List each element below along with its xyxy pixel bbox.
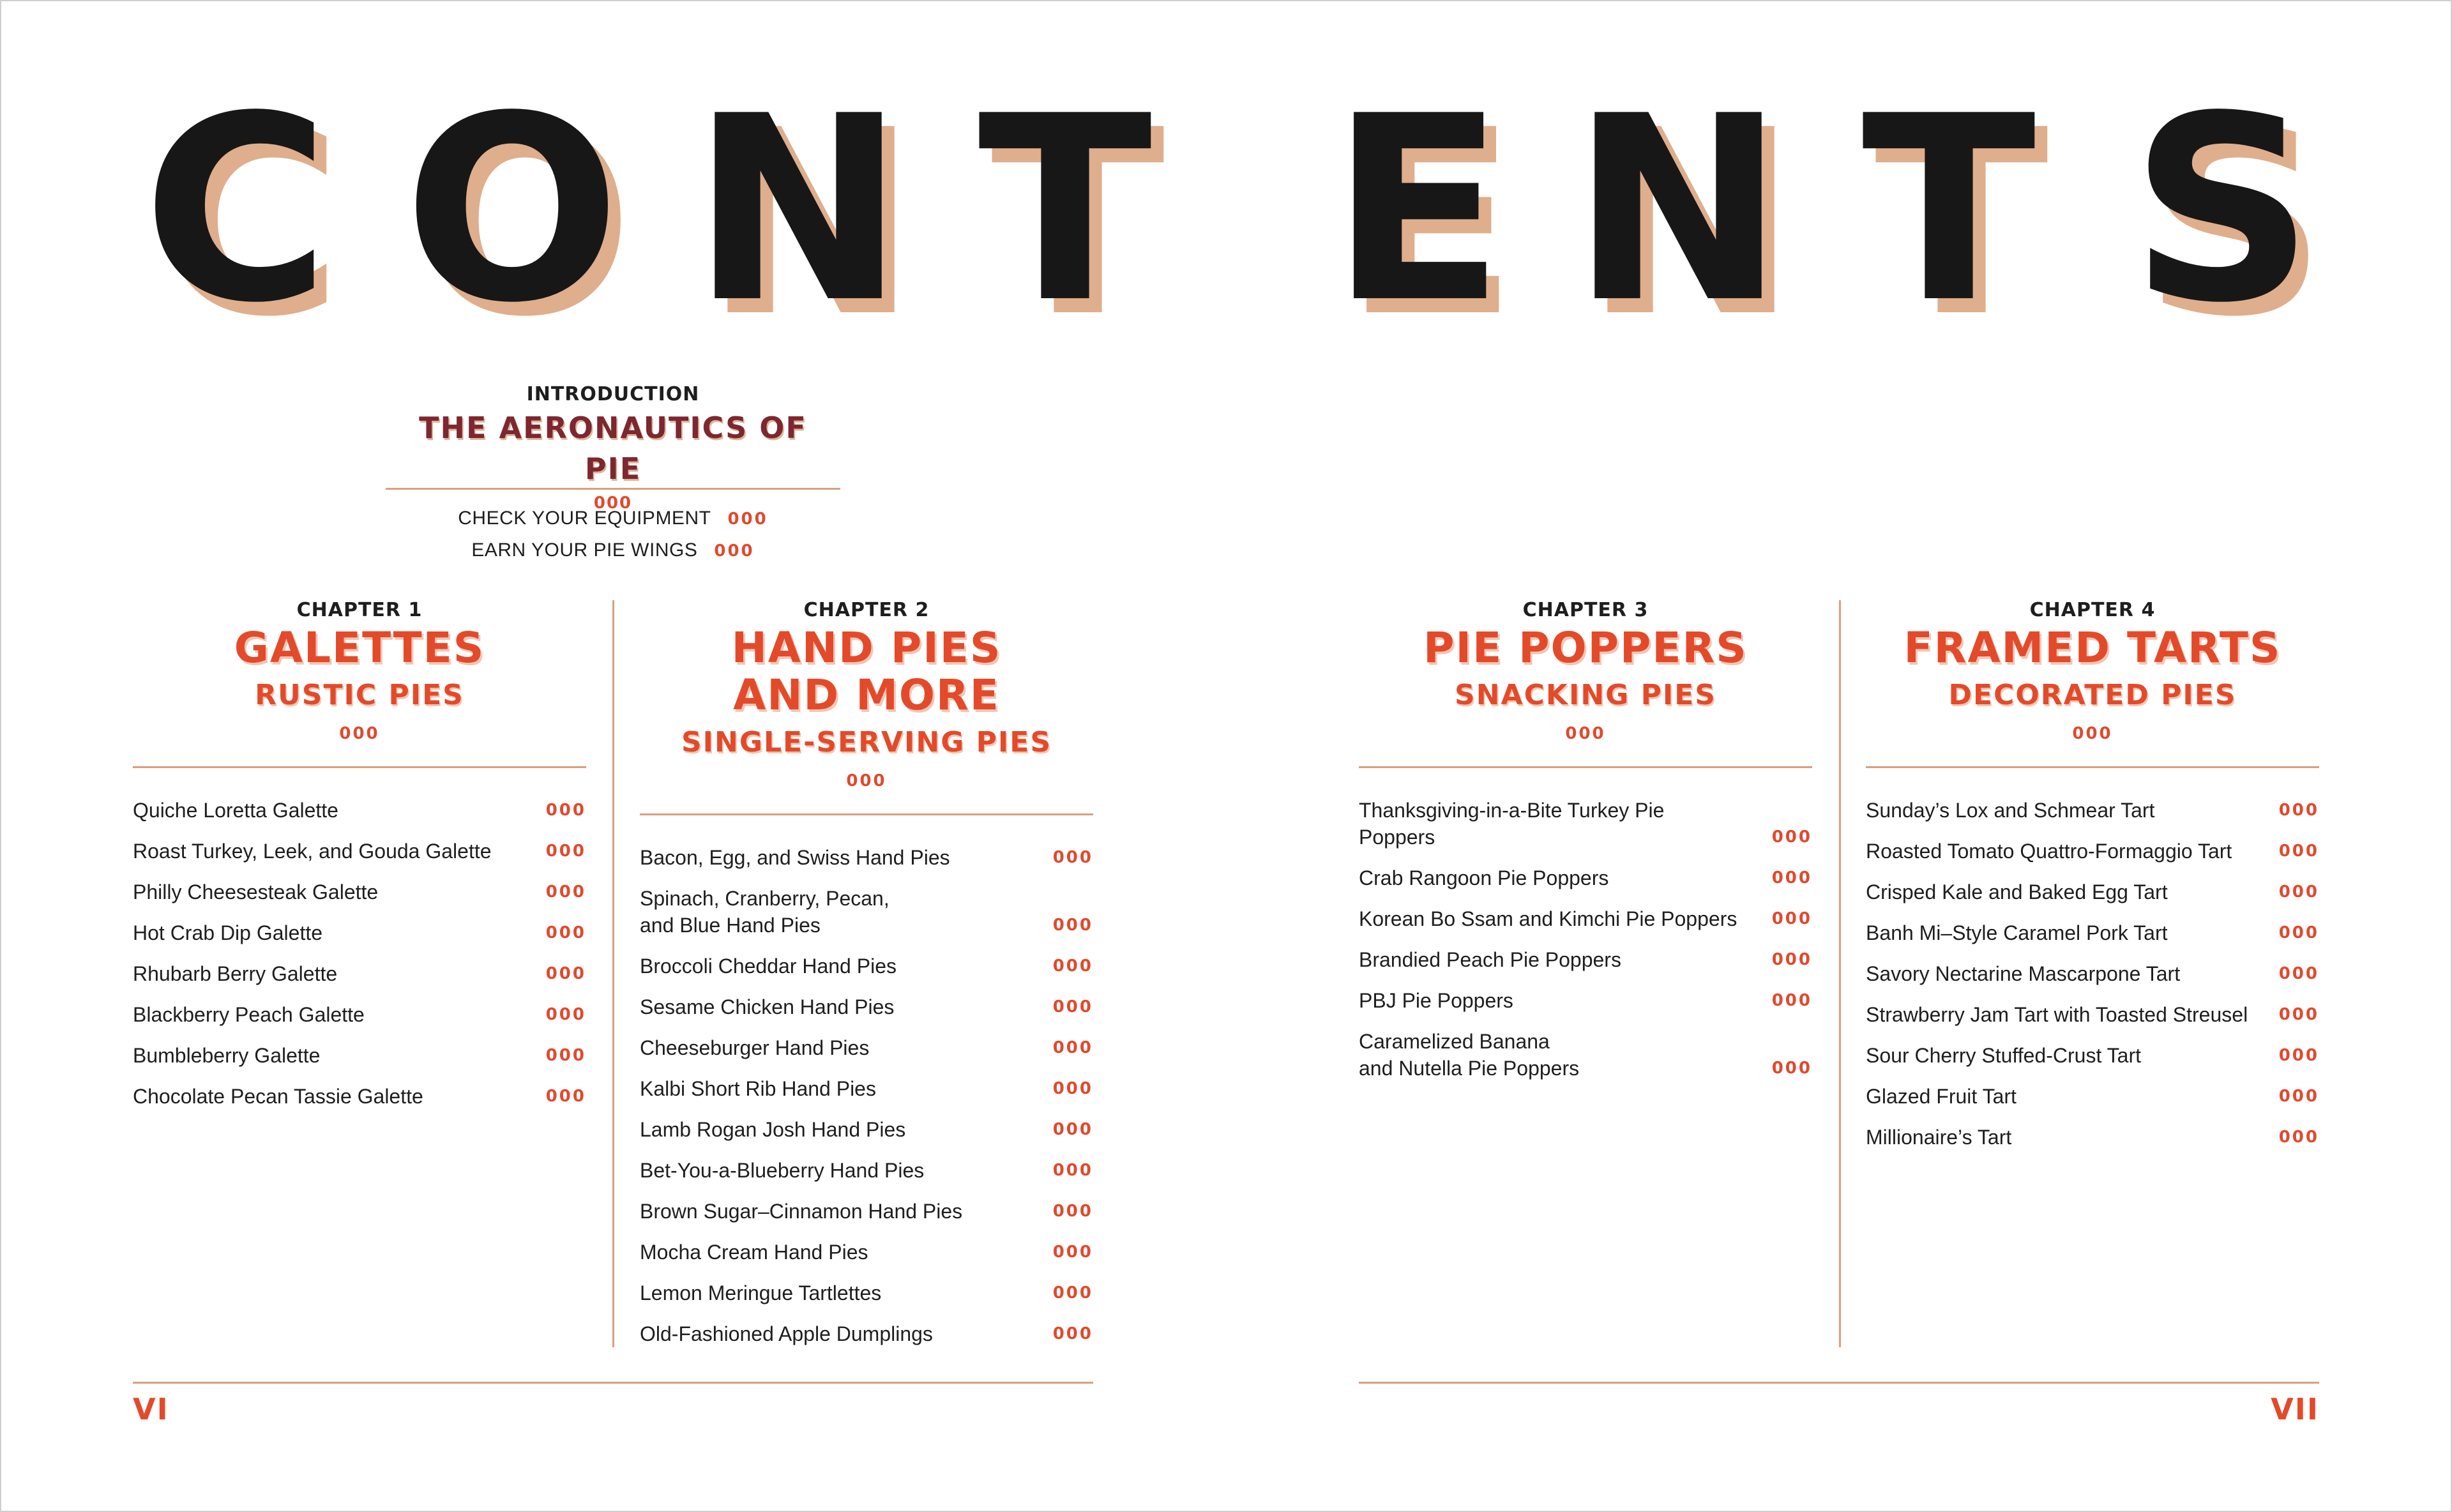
recipe-item[interactable]: [1866, 1083, 2319, 1110]
recipe-page: 000: [1771, 868, 1812, 888]
recipe-name: Quiche Loretta Galette: [133, 799, 338, 822]
title-letter: N: [1571, 62, 1785, 359]
chapter-page-number: 000: [339, 724, 380, 743]
intro-divider: [386, 488, 840, 490]
title-letter: T: [978, 62, 1153, 359]
recipe-item[interactable]: [1359, 987, 1812, 1014]
column-divider: [1839, 600, 1841, 1347]
recipe-item[interactable]: [1866, 1001, 2319, 1028]
recipe-name: Sesame Chicken Hand Pies: [640, 995, 895, 1018]
recipe-name: Philly Cheesesteak Galette: [133, 881, 379, 903]
recipe-page: 000: [545, 842, 586, 861]
recipe-page: 000: [1771, 950, 1812, 969]
chapter-subtitle: SNACKING PIES: [1455, 679, 1716, 711]
chapter-subtitle: SINGLE-SERVING PIES: [681, 726, 1052, 759]
recipe-name: Roast Turkey, Leek, and Gouda Galette: [133, 840, 492, 863]
recipe-item[interactable]: [640, 994, 1093, 1020]
recipe-item[interactable]: [133, 838, 586, 865]
recipe-name: Millionaire’s Tart: [1866, 1126, 2012, 1149]
chapter-label: CHAPTER 2: [803, 599, 930, 621]
chapter-divider: [133, 766, 586, 768]
intro-label: INTRODUCTION: [526, 383, 700, 405]
chapter-title[interactable]: HAND PIES: [731, 623, 1002, 672]
recipe-item[interactable]: [640, 1116, 1093, 1143]
recipe-name: Chocolate Pecan Tassie Galette: [133, 1085, 423, 1108]
recipe-page: 000: [1052, 1038, 1093, 1057]
recipe-name: Crab Rangoon Pie Poppers: [1359, 866, 1609, 889]
recipe-item[interactable]: [1359, 865, 1812, 891]
recipe-item[interactable]: [640, 1075, 1093, 1102]
chapter-subtitle: RUSTIC PIES: [255, 679, 464, 711]
recipe-page: 000: [545, 923, 586, 942]
recipe-item[interactable]: [1359, 1028, 1812, 1082]
recipe-name: Glazed Fruit Tart: [1866, 1085, 2017, 1108]
recipe-name: Brown Sugar–Cinnamon Hand Pies: [640, 1200, 963, 1223]
recipe-item[interactable]: [1866, 960, 2319, 987]
recipe-name: Old-Fashioned Apple Dumplings: [640, 1322, 933, 1345]
recipe-name: Crisped Kale and Baked Egg Tart: [1866, 881, 2168, 903]
recipe-name: Hot Crab Dip Galette: [133, 921, 323, 944]
recipe-item[interactable]: [1866, 1124, 2319, 1151]
title-letter: C: [142, 62, 330, 359]
chapter-title[interactable]: PIE POPPERS: [1423, 623, 1748, 672]
recipe-page: 000: [545, 964, 586, 983]
intro-item[interactable]: [386, 538, 840, 564]
page-number-right: VII: [2271, 1392, 2319, 1426]
recipe-page: 000: [2278, 1046, 2319, 1065]
recipe-page: 000: [2278, 842, 2319, 861]
chapter-3-recipe-list: [1359, 797, 1812, 1096]
recipe-name: Strawberry Jam Tart with Toasted Streusel: [1866, 1003, 2248, 1026]
recipe-page: 000: [2278, 1087, 2319, 1106]
recipe-item[interactable]: [640, 1280, 1093, 1306]
recipe-page: 000: [2278, 964, 2319, 983]
chapter-1-header: [133, 596, 586, 748]
recipe-name: Roasted Tomato Quattro-Formaggio Tart: [1866, 840, 2232, 863]
chapter-4-recipe-list: [1866, 797, 2319, 1165]
recipe-item[interactable]: [1359, 905, 1812, 932]
chapter-divider: [1359, 766, 1812, 768]
recipe-page: 000: [1052, 956, 1093, 976]
footer-divider-left: [133, 1382, 1093, 1384]
chapter-4-header: [1866, 596, 2319, 748]
chapter-2-header: [640, 596, 1093, 796]
recipe-name: Broccoli Cheddar Hand Pies: [640, 955, 897, 978]
recipe-item[interactable]: [1866, 797, 2319, 824]
footer-divider-right: [1359, 1382, 2319, 1384]
recipe-item[interactable]: [640, 844, 1093, 871]
recipe-page: 000: [1052, 1324, 1093, 1343]
recipe-item[interactable]: [1866, 919, 2319, 946]
recipe-name: Savory Nectarine Mascarpone Tart: [1866, 962, 2181, 985]
intro-page-number: 000: [593, 494, 633, 513]
recipe-item[interactable]: [640, 885, 1093, 939]
recipe-name: Cheeseburger Hand Pies: [640, 1036, 870, 1059]
chapter-divider: [640, 813, 1093, 815]
contents-title: [0, 0, 2452, 358]
recipe-page: 000: [2278, 801, 2319, 820]
intro-item-name: EARN YOUR PIE WINGS: [471, 540, 698, 561]
recipe-name: Spinach, Cranberry, Pecan,: [640, 887, 889, 910]
recipe-page: 000: [1052, 848, 1093, 867]
recipe-page: 000: [545, 882, 586, 902]
recipe-name-line-2: and Blue Hand Pies: [640, 914, 821, 937]
recipe-item[interactable]: [1866, 1042, 2319, 1069]
chapter-label: CHAPTER 4: [2029, 599, 2156, 621]
chapter-title[interactable]: GALETTES: [234, 623, 485, 672]
recipe-page: 000: [545, 1005, 586, 1024]
recipe-page: 000: [2278, 923, 2319, 942]
recipe-page: 000: [1052, 1161, 1093, 1180]
recipe-name: Banh Mi–Style Caramel Pork Tart: [1866, 921, 2168, 944]
chapter-subtitle: DECORATED PIES: [1948, 679, 2237, 711]
recipe-item[interactable]: [640, 1320, 1093, 1347]
recipe-item[interactable]: [133, 797, 586, 824]
recipe-name: Sour Cherry Stuffed-Crust Tart: [1866, 1044, 2141, 1067]
chapter-label: CHAPTER 3: [1522, 599, 1649, 621]
recipe-item[interactable]: [1359, 946, 1812, 973]
recipe-page: 000: [1052, 1243, 1093, 1262]
title-letter: T: [1861, 62, 2036, 359]
recipe-page: 000: [2278, 882, 2319, 902]
recipe-page: 000: [545, 801, 586, 820]
recipe-page: 000: [1052, 1202, 1093, 1221]
recipe-item[interactable]: [640, 1034, 1093, 1061]
recipe-name: Bumbleberry Galette: [133, 1044, 321, 1067]
chapter-page-number: 000: [846, 771, 887, 790]
chapter-divider: [1866, 766, 2319, 768]
title-letter: N: [691, 62, 905, 359]
page-number-left: VI: [133, 1392, 169, 1426]
column-divider: [612, 600, 614, 1347]
intro-item-name: CHECK YOUR EQUIPMENT: [458, 508, 711, 529]
recipe-item[interactable]: [1866, 879, 2319, 905]
recipe-page: 000: [1052, 1120, 1093, 1139]
recipe-page: 000: [1052, 1283, 1093, 1303]
recipe-page: 000: [1052, 997, 1093, 1017]
recipe-page: 000: [545, 1087, 586, 1106]
recipe-name: Caramelized Banana: [1359, 1030, 1550, 1053]
recipe-page: 000: [1771, 991, 1812, 1010]
recipe-name: Kalbi Short Rib Hand Pies: [640, 1077, 876, 1100]
recipe-item[interactable]: [133, 879, 586, 905]
recipe-item[interactable]: [133, 960, 586, 987]
recipe-page: 000: [545, 1046, 586, 1065]
recipe-name: Bacon, Egg, and Swiss Hand Pies: [640, 846, 950, 869]
chapter-page-number: 000: [2072, 724, 2113, 743]
recipe-item[interactable]: [640, 953, 1093, 979]
intro-item[interactable]: [386, 506, 840, 532]
recipe-page: 000: [1771, 909, 1812, 928]
introduction-section: [386, 382, 840, 517]
recipe-item[interactable]: [133, 919, 586, 946]
recipe-item[interactable]: [1359, 797, 1812, 850]
recipe-name: Korean Bo Ssam and Kimchi Pie Poppers: [1359, 907, 1737, 930]
recipe-name-line-2: and Nutella Pie Poppers: [1359, 1057, 1580, 1080]
recipe-name: Rhubarb Berry Galette: [133, 962, 338, 985]
chapter-page-number: 000: [1565, 724, 1606, 743]
chapter-label: CHAPTER 1: [296, 599, 423, 621]
recipe-item[interactable]: [640, 1239, 1093, 1266]
recipe-page: 000: [1052, 916, 1093, 935]
recipe-item[interactable]: [640, 1157, 1093, 1184]
recipe-name: Brandied Peach Pie Poppers: [1359, 948, 1621, 971]
recipe-item[interactable]: [1866, 838, 2319, 865]
intro-item-page: 000: [727, 510, 768, 529]
recipe-page: 000: [2278, 1005, 2319, 1024]
chapter-3-header: [1359, 596, 1812, 748]
intro-item-page: 000: [714, 541, 755, 561]
recipe-name: Bet-You-a-Blueberry Hand Pies: [640, 1159, 925, 1182]
chapter-2-recipe-list: [640, 844, 1093, 1361]
title-letter: S: [2130, 62, 2315, 359]
recipe-item[interactable]: [133, 1083, 586, 1110]
recipe-item[interactable]: [640, 1198, 1093, 1225]
chapter-title-line-2[interactable]: AND MORE: [733, 670, 1000, 720]
recipe-page: 000: [1052, 1079, 1093, 1098]
title-letter: O: [403, 62, 621, 359]
intro-title[interactable]: THE AERONAUTICS OF PIE: [419, 411, 807, 486]
title-letter: E: [1330, 62, 1505, 359]
recipe-name: Lamb Rogan Josh Hand Pies: [640, 1118, 906, 1141]
recipe-item[interactable]: [133, 1042, 586, 1069]
recipe-name: Sunday’s Lox and Schmear Tart: [1866, 799, 2155, 822]
recipe-name: Lemon Meringue Tartlettes: [640, 1281, 882, 1304]
recipe-page: 000: [2278, 1128, 2319, 1147]
recipe-name: Thanksgiving-in-a-Bite Turkey Pie Poppers: [1359, 799, 1665, 849]
recipe-name: PBJ Pie Poppers: [1359, 989, 1513, 1012]
recipe-page: 000: [1771, 1059, 1812, 1078]
recipe-item[interactable]: [133, 1001, 586, 1028]
recipe-name: Blackberry Peach Galette: [133, 1003, 365, 1026]
chapter-1-recipe-list: [133, 797, 586, 1124]
chapter-title[interactable]: FRAMED TARTS: [1903, 623, 2282, 672]
recipe-page: 000: [1771, 828, 1812, 847]
recipe-name: Mocha Cream Hand Pies: [640, 1241, 868, 1264]
